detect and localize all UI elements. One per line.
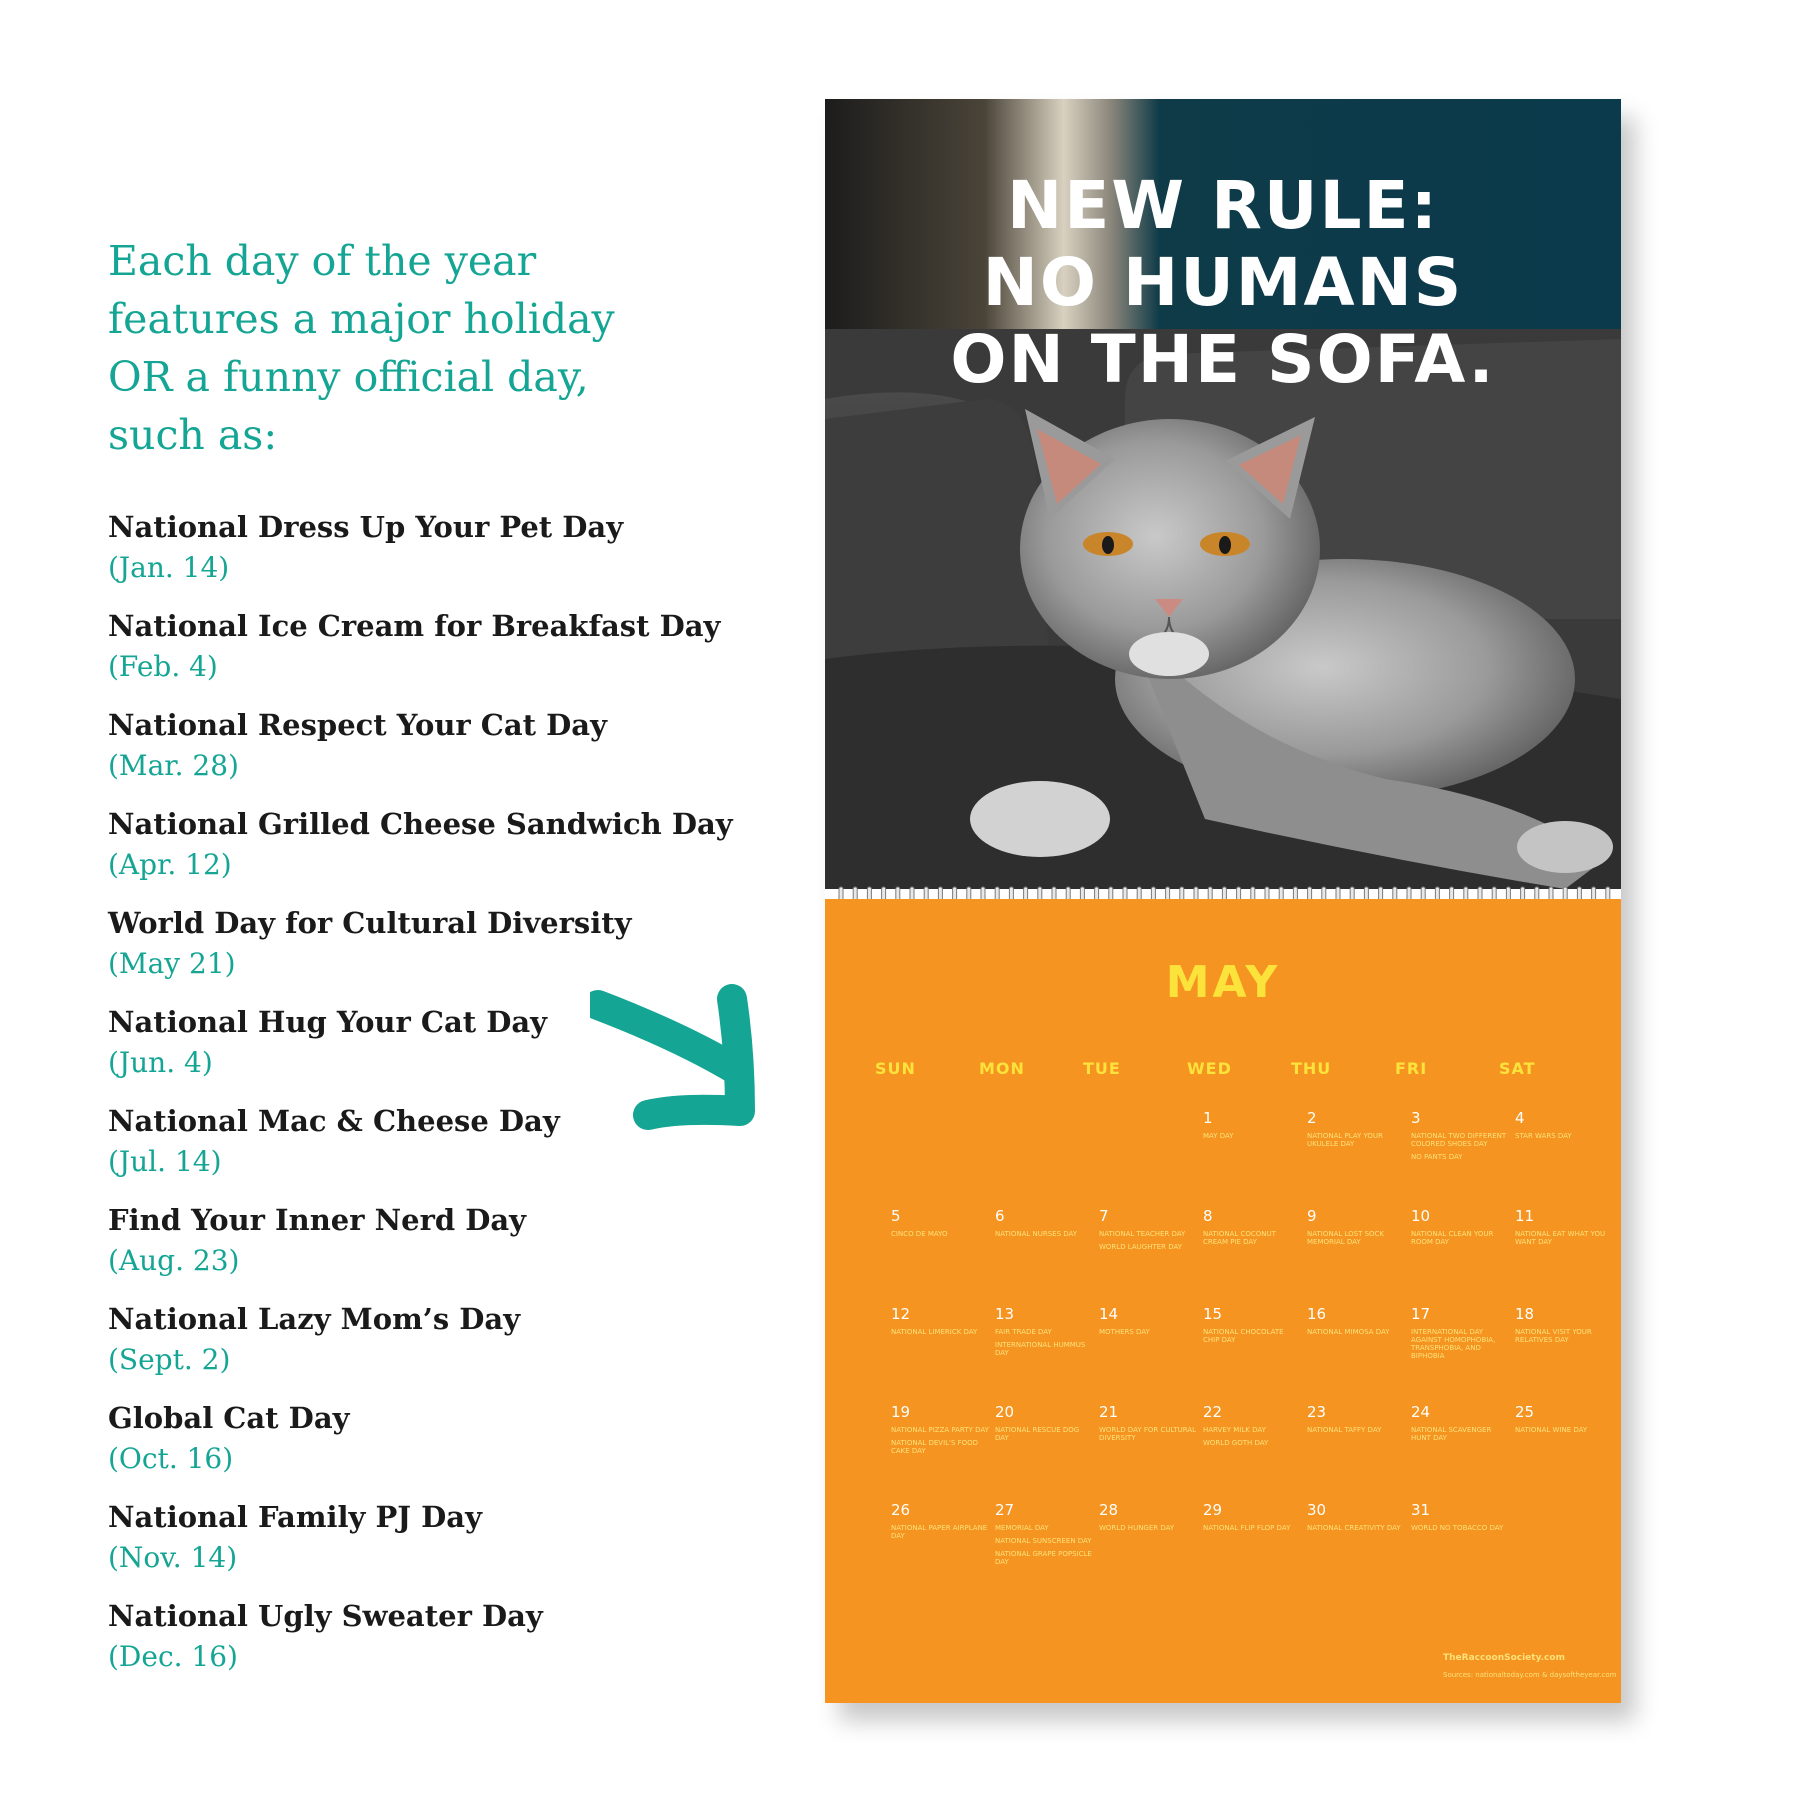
day-number: 8	[1203, 1207, 1213, 1225]
holiday-date: (Oct. 16)	[108, 1442, 234, 1475]
holiday-name: National Ugly Sweater Day	[108, 1599, 543, 1633]
day-event: NATIONAL RESCUE DOG DAY	[995, 1426, 1080, 1442]
day-number: 28	[1099, 1501, 1119, 1519]
holiday-item	[108, 704, 768, 803]
day-number: 5	[891, 1207, 901, 1225]
holiday-item	[108, 605, 768, 704]
day-cell	[1411, 1207, 1509, 1251]
day-event: INTERNATIONAL HUMMUS DAY	[995, 1341, 1086, 1357]
intro-line: Each day of the year	[108, 237, 537, 285]
day-event: NATIONAL EAT WHAT YOU WANT DAY	[1515, 1230, 1606, 1246]
holiday-item	[108, 1298, 768, 1397]
day-number: 31	[1411, 1501, 1431, 1519]
day-cell	[1307, 1501, 1405, 1537]
day-event: FAIR TRADE DAY	[995, 1328, 1052, 1336]
day-cell	[1203, 1109, 1301, 1145]
day-event: NATIONAL MIMOSA DAY	[1307, 1328, 1390, 1336]
day-number: 17	[1411, 1305, 1431, 1323]
day-event: NATIONAL COCONUT CREAM PIE DAY	[1203, 1230, 1276, 1246]
day-number: 7	[1099, 1207, 1109, 1225]
day-event: NATIONAL FLIP FLOP DAY	[1203, 1524, 1291, 1532]
site-credit: TheRaccoonSociety.com	[1443, 1653, 1565, 1663]
holiday-item	[108, 803, 768, 902]
day-number: 16	[1307, 1305, 1327, 1323]
day-cell	[1307, 1207, 1405, 1251]
holiday-date: (Apr. 12)	[108, 848, 232, 881]
holiday-name: National Mac & Cheese Day	[108, 1104, 560, 1138]
day-event: NO PANTS DAY	[1411, 1153, 1463, 1161]
day-number: 26	[891, 1501, 911, 1519]
holiday-name: National Family PJ Day	[108, 1500, 482, 1534]
day-event: STAR WARS DAY	[1515, 1132, 1572, 1140]
holiday-name: National Hug Your Cat Day	[108, 1005, 548, 1039]
day-cell	[1411, 1403, 1509, 1447]
month-title: MAY	[1165, 957, 1281, 1008]
day-number: 24	[1411, 1403, 1431, 1421]
day-cell	[995, 1501, 1093, 1571]
day-event: NATIONAL PIZZA PARTY DAY	[891, 1426, 989, 1434]
day-number: 1	[1203, 1109, 1213, 1127]
day-event: NATIONAL VISIT YOUR RELATIVES DAY	[1515, 1328, 1592, 1344]
day-number: 19	[891, 1403, 911, 1421]
day-event: NATIONAL CLEAN YOUR ROOM DAY	[1411, 1230, 1494, 1246]
day-number: 3	[1411, 1109, 1421, 1127]
day-number: 10	[1411, 1207, 1431, 1225]
day-number: 9	[1307, 1207, 1317, 1225]
holiday-name: Find Your Inner Nerd Day	[108, 1203, 527, 1237]
arrow-icon	[590, 975, 780, 1135]
day-cell	[1203, 1305, 1301, 1349]
intro-line: features a major holiday	[108, 295, 615, 343]
weekday-label: THU	[1291, 1059, 1332, 1078]
weekday-label: FRI	[1395, 1059, 1428, 1078]
day-number: 12	[891, 1305, 911, 1323]
day-event: MOTHERS DAY	[1099, 1328, 1150, 1336]
holiday-date: (Jan. 14)	[108, 551, 230, 584]
day-cell	[1411, 1501, 1509, 1537]
day-event: NATIONAL NURSES DAY	[995, 1230, 1078, 1238]
holiday-name: Global Cat Day	[108, 1401, 350, 1435]
cat-photo	[825, 99, 1621, 889]
day-cell	[1307, 1109, 1405, 1153]
day-cell	[995, 1207, 1093, 1243]
headline-line: NO HUMANS	[982, 244, 1464, 321]
weekday-label: SAT	[1499, 1059, 1536, 1078]
day-event: NATIONAL LIMERICK DAY	[891, 1328, 978, 1336]
day-number: 4	[1515, 1109, 1525, 1127]
day-event: NATIONAL PAPER AIRPLANE DAY	[891, 1524, 988, 1540]
day-cell	[1515, 1305, 1613, 1349]
holiday-item	[108, 1496, 768, 1595]
day-number: 22	[1203, 1403, 1223, 1421]
day-number: 11	[1515, 1207, 1535, 1225]
weekday-label: WED	[1187, 1059, 1232, 1078]
day-number: 30	[1307, 1501, 1327, 1519]
sources-note: Sources: nationaltoday.com & daysoftheyear.com	[1443, 1671, 1617, 1679]
day-event: WORLD DAY FOR CULTURAL DIVERSITY	[1099, 1426, 1197, 1442]
holiday-date: (Dec. 16)	[108, 1640, 238, 1673]
day-event: NATIONAL WINE DAY	[1515, 1426, 1588, 1434]
day-cell	[1203, 1501, 1301, 1537]
holiday-date: (Feb. 4)	[108, 650, 218, 683]
day-number: 14	[1099, 1305, 1119, 1323]
intro-line: OR a funny official day,	[108, 353, 589, 401]
day-cell	[891, 1207, 989, 1243]
day-cell	[1203, 1403, 1301, 1452]
day-cell	[1307, 1403, 1405, 1439]
holiday-name: National Lazy Mom’s Day	[108, 1302, 521, 1336]
holiday-item	[108, 1595, 768, 1694]
holiday-item	[108, 506, 768, 605]
day-cell	[1515, 1109, 1613, 1145]
day-event: NATIONAL LOST SOCK MEMORIAL DAY	[1307, 1230, 1385, 1246]
day-number: 15	[1203, 1305, 1223, 1323]
day-event: NATIONAL CHOCOLATE CHIP DAY	[1203, 1328, 1284, 1344]
holiday-item	[108, 1397, 768, 1496]
day-event: CINCO DE MAYO	[891, 1230, 948, 1238]
day-event: NATIONAL CREATIVITY DAY	[1307, 1524, 1401, 1532]
day-event: MAY DAY	[1203, 1132, 1234, 1140]
holiday-name: World Day for Cultural Diversity	[108, 906, 632, 940]
day-event: NATIONAL GRAPE POPSICLE DAY	[995, 1550, 1092, 1566]
day-cell	[995, 1403, 1093, 1447]
headline-line: ON THE SOFA.	[950, 321, 1496, 398]
day-cell	[1099, 1403, 1197, 1447]
holiday-name: National Respect Your Cat Day	[108, 708, 607, 742]
day-event: WORLD LAUGHTER DAY	[1099, 1243, 1183, 1251]
calendar-grid	[825, 899, 1621, 1703]
day-event: NATIONAL DEVIL'S FOOD CAKE DAY	[891, 1439, 979, 1455]
day-cell	[891, 1403, 989, 1460]
day-event: WORLD GOTH DAY	[1203, 1439, 1269, 1447]
day-number: 23	[1307, 1403, 1327, 1421]
day-cell	[1307, 1305, 1405, 1341]
day-event: WORLD NO TOBACCO DAY	[1411, 1524, 1504, 1532]
day-event: WORLD HUNGER DAY	[1099, 1524, 1175, 1532]
day-cell	[1099, 1207, 1197, 1256]
day-cell	[1099, 1305, 1197, 1341]
day-number: 21	[1099, 1403, 1119, 1421]
day-cell	[1203, 1207, 1301, 1251]
calendar-page	[825, 899, 1621, 1703]
intro-line: such as:	[108, 411, 278, 459]
weekday-label: MON	[979, 1059, 1025, 1078]
day-cell	[1515, 1207, 1613, 1251]
intro-heading	[108, 232, 768, 464]
day-event: NATIONAL TWO DIFFERENT COLORED SHOES DAY	[1411, 1132, 1507, 1148]
day-number: 2	[1307, 1109, 1317, 1127]
weekday-label: SUN	[875, 1059, 916, 1078]
day-cell	[1411, 1109, 1509, 1166]
day-cell	[891, 1305, 989, 1341]
day-event: NATIONAL SCAVENGER HUNT DAY	[1411, 1426, 1492, 1442]
holiday-name: National Dress Up Your Pet Day	[108, 510, 624, 544]
holiday-name: National Ice Cream for Breakfast Day	[108, 609, 721, 643]
day-event: HARVEY MILK DAY	[1203, 1426, 1266, 1434]
holiday-date: (Aug. 23)	[108, 1244, 240, 1277]
holiday-name: National Grilled Cheese Sandwich Day	[108, 807, 733, 841]
day-event: MEMORIAL DAY	[995, 1524, 1049, 1532]
day-cell	[891, 1501, 989, 1545]
day-event: NATIONAL PLAY YOUR UKULELE DAY	[1307, 1132, 1383, 1148]
day-event: NATIONAL TAFFY DAY	[1307, 1426, 1382, 1434]
day-number: 25	[1515, 1403, 1535, 1421]
holiday-item	[108, 1199, 768, 1298]
headline	[825, 167, 1621, 398]
day-cell	[1099, 1501, 1197, 1537]
day-event: NATIONAL SUNSCREEN DAY	[995, 1537, 1092, 1545]
day-cell	[1411, 1305, 1509, 1365]
day-number: 27	[995, 1501, 1015, 1519]
wall-calendar	[825, 99, 1621, 1703]
day-cell	[1515, 1403, 1613, 1439]
headline-line: NEW RULE:	[1006, 167, 1440, 244]
holiday-date: (May 21)	[108, 947, 236, 980]
day-event: NATIONAL TEACHER DAY	[1099, 1230, 1186, 1238]
holiday-date: (Sept. 2)	[108, 1343, 231, 1376]
holiday-date: (Mar. 28)	[108, 749, 239, 782]
day-cell	[995, 1305, 1093, 1362]
day-number: 20	[995, 1403, 1015, 1421]
day-event: INTERNATIONAL DAY AGAINST HOMOPHOBIA, TRANSPHOBIA, AND BIPHOBIA	[1411, 1328, 1496, 1360]
weekday-label: TUE	[1083, 1059, 1121, 1078]
holiday-date: (Nov. 14)	[108, 1541, 238, 1574]
day-number: 29	[1203, 1501, 1223, 1519]
day-number: 18	[1515, 1305, 1535, 1323]
day-number: 13	[995, 1305, 1015, 1323]
holiday-date: (Jul. 14)	[108, 1145, 222, 1178]
holiday-date: (Jun. 4)	[108, 1046, 213, 1079]
holiday-list-panel	[108, 232, 768, 1694]
day-number: 6	[995, 1207, 1005, 1225]
